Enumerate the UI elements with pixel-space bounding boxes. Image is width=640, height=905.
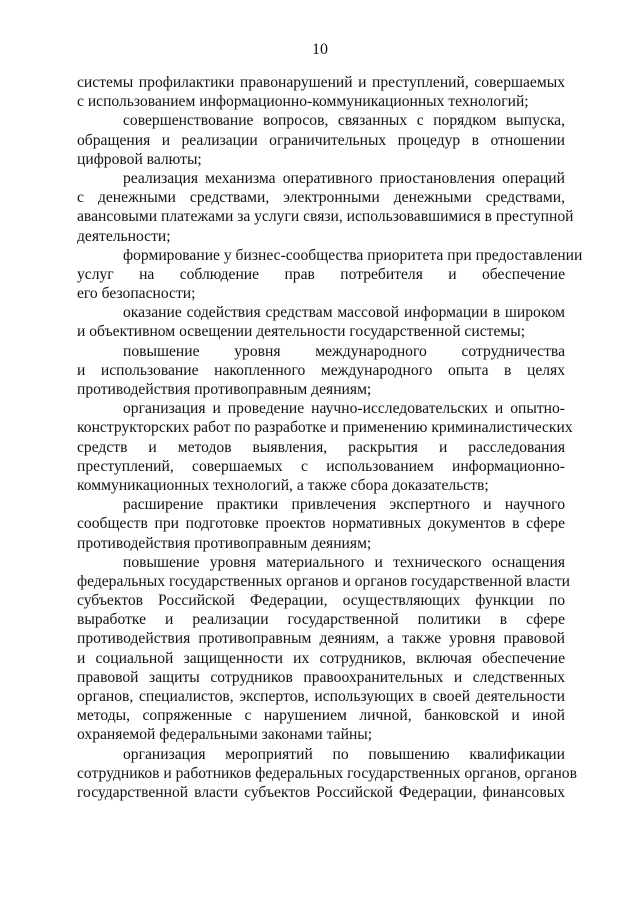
body-text (77, 73, 583, 802)
text-line: и использование накопленного международного опыта в целях (77, 361, 565, 379)
text-line: повышение уровня материального и технического оснащения (123, 553, 565, 571)
text-line: формирование у бизнес-сообщества приоритета при предоставлении (123, 246, 583, 264)
text-line: обращения и реализации ограничительных процедур в отношении (77, 131, 565, 149)
text-line: сообществ при подготовке проектов нормативных документов в сфере (77, 515, 565, 533)
text-line: расширение практики привлечения экспертного и научного (123, 496, 565, 514)
text-line: противодействия противоправным деяниям, а также уровня правовой (77, 630, 565, 648)
text-line: противодействия противоправным деяниям; (77, 534, 372, 552)
text-line: организация мероприятий по повышению квалификации (123, 745, 565, 763)
text-line: системы профилактики правонарушений и преступлений, совершаемых (77, 74, 565, 91)
page-number: 10 (312, 41, 328, 58)
text-line: охраняемой федеральными законами тайны; (77, 726, 373, 744)
text-line: субъектов Российской Федерации, осуществляющих функции по (77, 592, 565, 610)
text-line: с денежными средствами, электронными денежными средствами, (77, 189, 565, 207)
text-line: преступлений, совершаемых с использованием информационно- (77, 457, 565, 475)
text-line: и социальной защищенности их сотрудников, включая обеспечение (77, 649, 565, 667)
text-line: коммуникационных технологий, а также сбора доказательств; (77, 476, 489, 494)
text-line: федеральных государственных органов и органов государственной власти (77, 572, 570, 590)
text-line: услуг на соблюдение прав потребителя и обеспечение (77, 265, 565, 283)
text-line: методы, сопряженные с нарушением личной, банковской и иной (77, 707, 565, 725)
text-line: совершенствование вопросов, связанных с порядком выпуска, (123, 112, 565, 130)
text-line: конструкторских работ по разработке и применению криминалистических (77, 419, 573, 437)
text-line: государственной власти субъектов Российской Федерации, финансовых (77, 783, 565, 801)
text-line: его безопасности; (77, 285, 196, 303)
text-line: реализация механизма оперативного приостановления операций (123, 169, 565, 187)
text-line: оказание содействия средствам массовой информации в широком (123, 304, 565, 322)
text-line: деятельности; (77, 227, 171, 245)
text-line: сотрудников и работников федеральных государственных органов, органов (77, 764, 577, 782)
text-line: и объективном освещении деятельности государственной системы; (77, 323, 526, 341)
text-line: выработке и реализации государственной политики в сфере (77, 611, 565, 629)
text-line: противодействия противоправным деяниям; (77, 381, 372, 398)
text-line: организация и проведение научно-исследовательских и опытно- (123, 400, 565, 418)
text-line: с использованием информационно-коммуникационных технологий; (77, 93, 529, 111)
text-line: авансовыми платежами за услуги связи, использовавшимися в преступной (77, 208, 574, 226)
text-line: повышение уровня международного сотрудничества (123, 342, 565, 360)
text-line: цифровой валюты; (77, 150, 202, 168)
text-line: средств и методов выявления, раскрытия и расследования (77, 438, 565, 456)
text-line: органов, специалистов, экспертов, использующих в своей деятельности (77, 688, 565, 705)
text-line: правовой защиты сотрудников правоохранительных и следственных (77, 668, 565, 686)
